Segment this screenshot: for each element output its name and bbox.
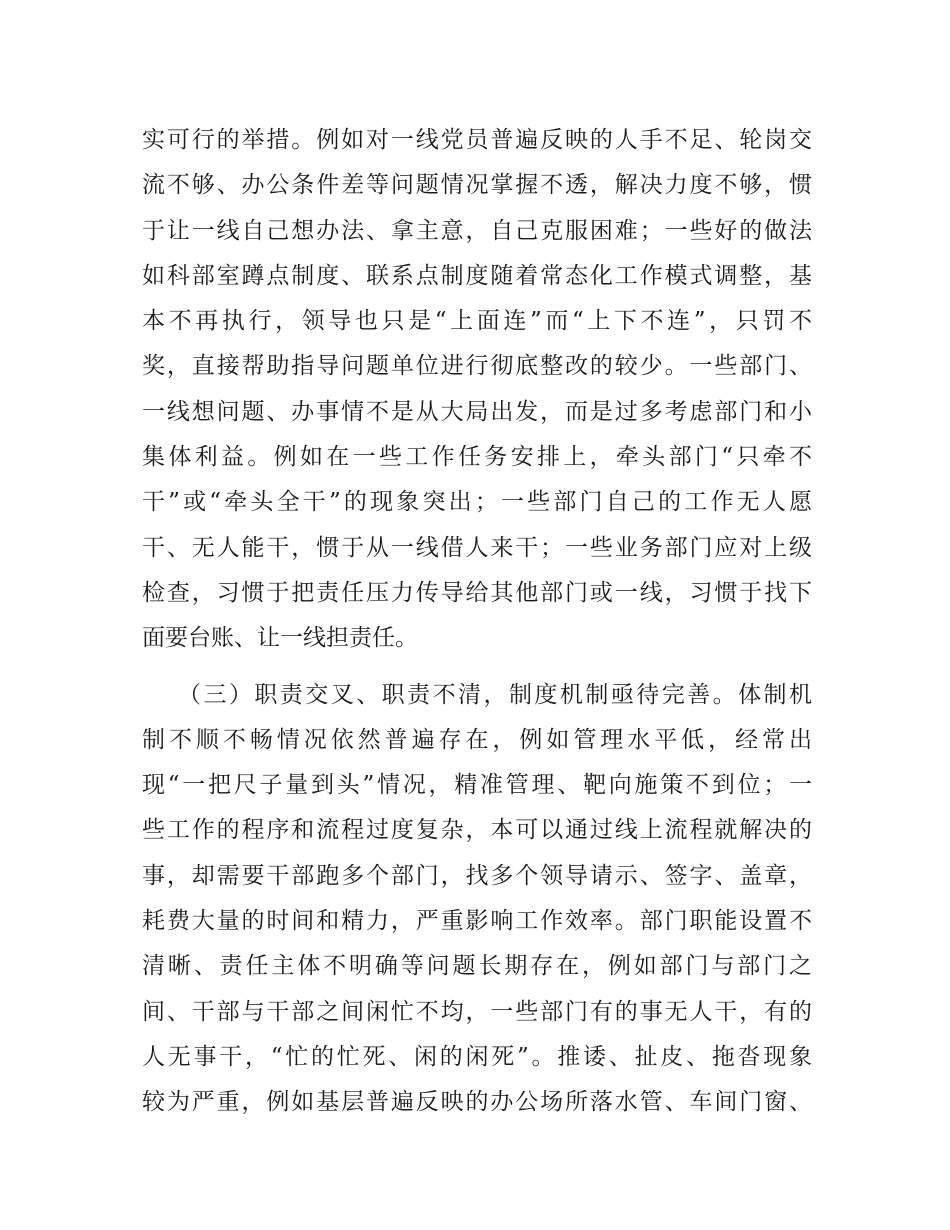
- text-line: 现“一把尺子量到头”情况，精准管理、靶向施策不到位；一: [142, 772, 812, 799]
- text-line: 事，却需要干部跑多个部门，找多个领导请示、签字、盖章，: [142, 862, 812, 889]
- paragraph-gap: [142, 662, 812, 673]
- text-line: 间、干部与干部之间闲忙不均，一些部门有的事无人干，有的: [142, 998, 812, 1025]
- text-line: 奖，直接帮助指导问题单位进行彻底整改的较少。一些部门、: [142, 353, 812, 380]
- text-line: 如科部室蹲点制度、联系点制度随着常态化工作模式调整，基: [142, 262, 812, 289]
- text-line: 检查，习惯于把责任压力传导给其他部门或一线，习惯于找下: [142, 579, 812, 606]
- text-line: 清晰、责任主体不明确等问题长期存在，例如部门与部门之: [142, 953, 812, 980]
- text-line: 干、无人能干，惯于从一线借人来干；一些业务部门应对上级: [142, 534, 812, 561]
- text-line: 一线想问题、办事情不是从大局出发，而是过多考虑部门和小: [142, 398, 812, 425]
- text-line: 面要台账、让一线担责任。: [142, 625, 418, 652]
- text-line: 集体利益。例如在一些工作任务安排上，牵头部门“只牵不: [142, 444, 812, 471]
- text-line: 本不再执行，领导也只是“上面连”而“上下不连”，只罚不: [142, 308, 812, 335]
- text-line: 实可行的举措。例如对一线党员普遍反映的人手不足、轮岗交: [142, 127, 812, 153]
- text-line: （三）职责交叉、职责不清，制度机制亟待完善。体制机: [178, 681, 812, 708]
- text-line: 于让一线自己想办法、拿主意，自己克服困难；一些好的做法: [142, 217, 812, 244]
- paragraph-2: [142, 673, 812, 1126]
- text-line: 些工作的程序和流程过度复杂，本可以通过线上流程就解决的: [142, 817, 812, 844]
- paragraph-1: [142, 118, 812, 662]
- document-body: [142, 118, 812, 1126]
- text-line: 耗费大量的时间和精力，严重影响工作效率。部门职能设置不: [142, 908, 812, 935]
- text-line: 干”或“牵头全干”的现象突出；一些部门自己的工作无人愿: [142, 489, 812, 516]
- text-line: 人无事干，“忙的忙死、闲的闲死”。推诿、扯皮、拖沓现象: [142, 1043, 812, 1070]
- text-line: 流不够、办公条件差等问题情况掌握不透，解决力度不够，惯: [142, 172, 812, 199]
- text-line: 较为严重，例如基层普遍反映的办公场所落水管、车间门窗、: [142, 1089, 812, 1116]
- text-line: 制不顺不畅情况依然普遍存在，例如管理水平低，经常出: [142, 726, 812, 753]
